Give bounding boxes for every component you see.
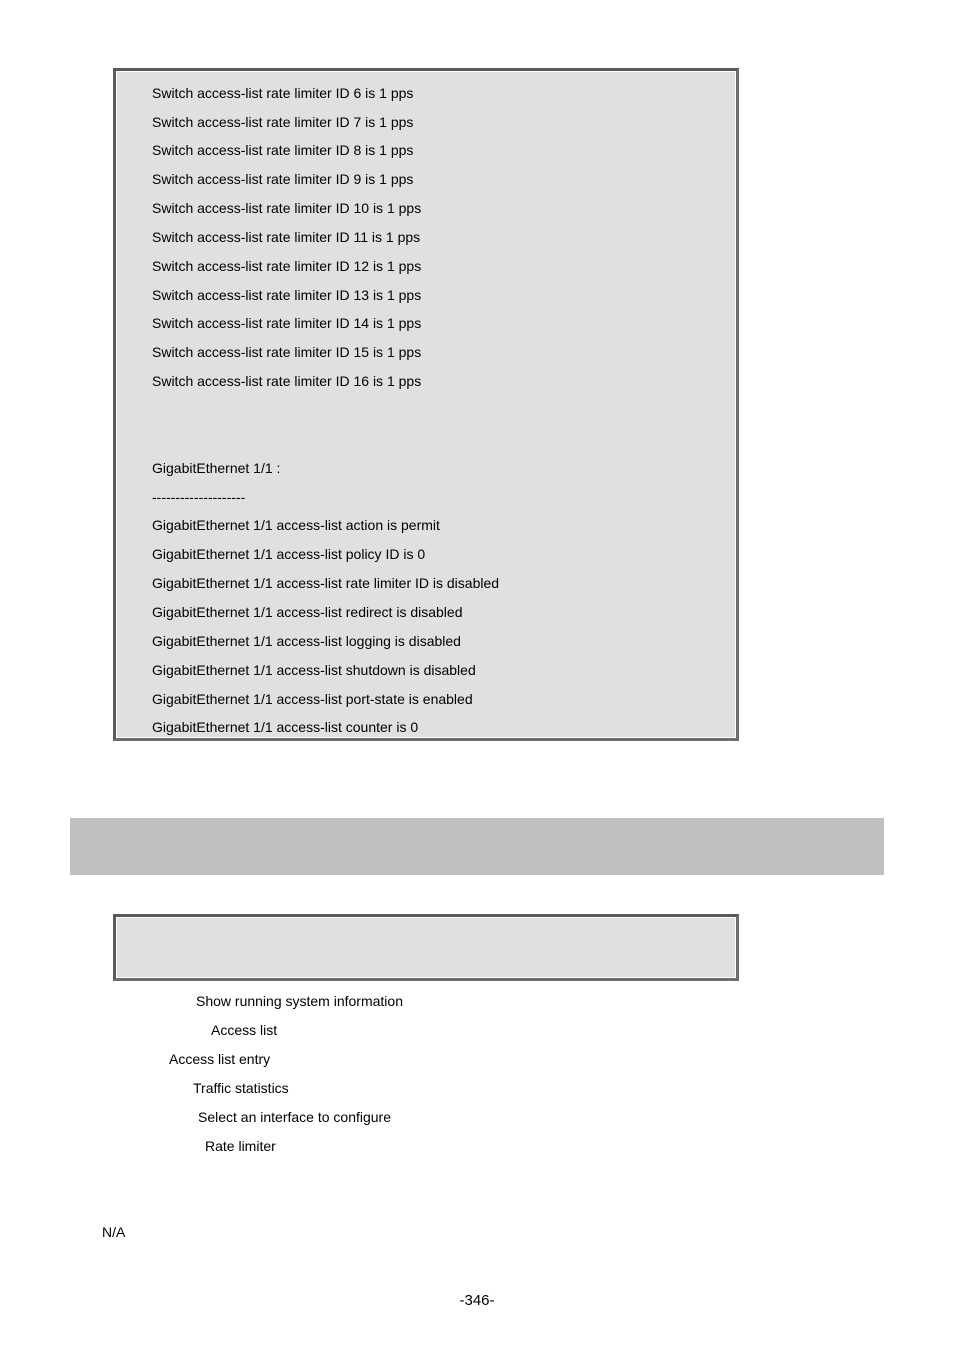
section-heading-band [70, 818, 884, 875]
related-command-description: Access list entry [169, 1051, 271, 1067]
output-line: Switch access-list rate limiter ID 8 is 1 pps [152, 142, 414, 158]
output-line: GigabitEthernet 1/1 access-list redirect is disabled [152, 604, 463, 620]
output-line: GigabitEthernet 1/1 access-list action is permit [152, 517, 440, 533]
related-command-description: Rate limiter [205, 1138, 276, 1154]
output-line: Switch access-list rate limiter ID 10 is 1 pps [152, 200, 422, 216]
output-line: Switch access-list rate limiter ID 16 is 1 pps [152, 373, 422, 389]
related-command-description: Traffic statistics [193, 1080, 289, 1096]
output-line: GigabitEthernet 1/1 access-list logging is disabled [152, 633, 461, 649]
related-command-description: Access list [211, 1022, 278, 1038]
output-line: Switch access-list rate limiter ID 13 is 1 pps [152, 287, 422, 303]
output-line: Switch access-list rate limiter ID 12 is 1 pps [152, 258, 422, 274]
output-line: GigabitEthernet 1/1 access-list policy ID is 0 [152, 546, 426, 562]
output-line: Switch access-list rate limiter ID 11 is 1 pps [152, 229, 421, 245]
output-line: GigabitEthernet 1/1 access-list shutdown is disabled [152, 662, 476, 678]
output-line: GigabitEthernet 1/1 access-list counter is 0 [152, 719, 419, 735]
command-syntax-box [113, 914, 739, 981]
page-number: -346- [459, 1292, 495, 1309]
output-line: GigabitEthernet 1/1 access-list port-state is enabled [152, 691, 473, 707]
output-line: Switch access-list rate limiter ID 14 is 1 pps [152, 315, 422, 331]
default-value: N/A [102, 1224, 126, 1240]
output-line: Switch access-list rate limiter ID 6 is 1 pps [152, 85, 414, 101]
output-line: Switch access-list rate limiter ID 7 is 1 pps [152, 114, 414, 130]
output-line: Switch access-list rate limiter ID 15 is 1 pps [152, 344, 422, 360]
related-command-description: Select an interface to configure [198, 1109, 392, 1125]
related-command-description: Show running system information [196, 993, 403, 1009]
output-line: GigabitEthernet 1/1 : [152, 460, 281, 476]
output-line: GigabitEthernet 1/1 access-list rate limiter ID is disabled [152, 575, 500, 591]
output-line: Switch access-list rate limiter ID 9 is 1 pps [152, 171, 414, 187]
output-separator: -------------------- [152, 489, 246, 505]
